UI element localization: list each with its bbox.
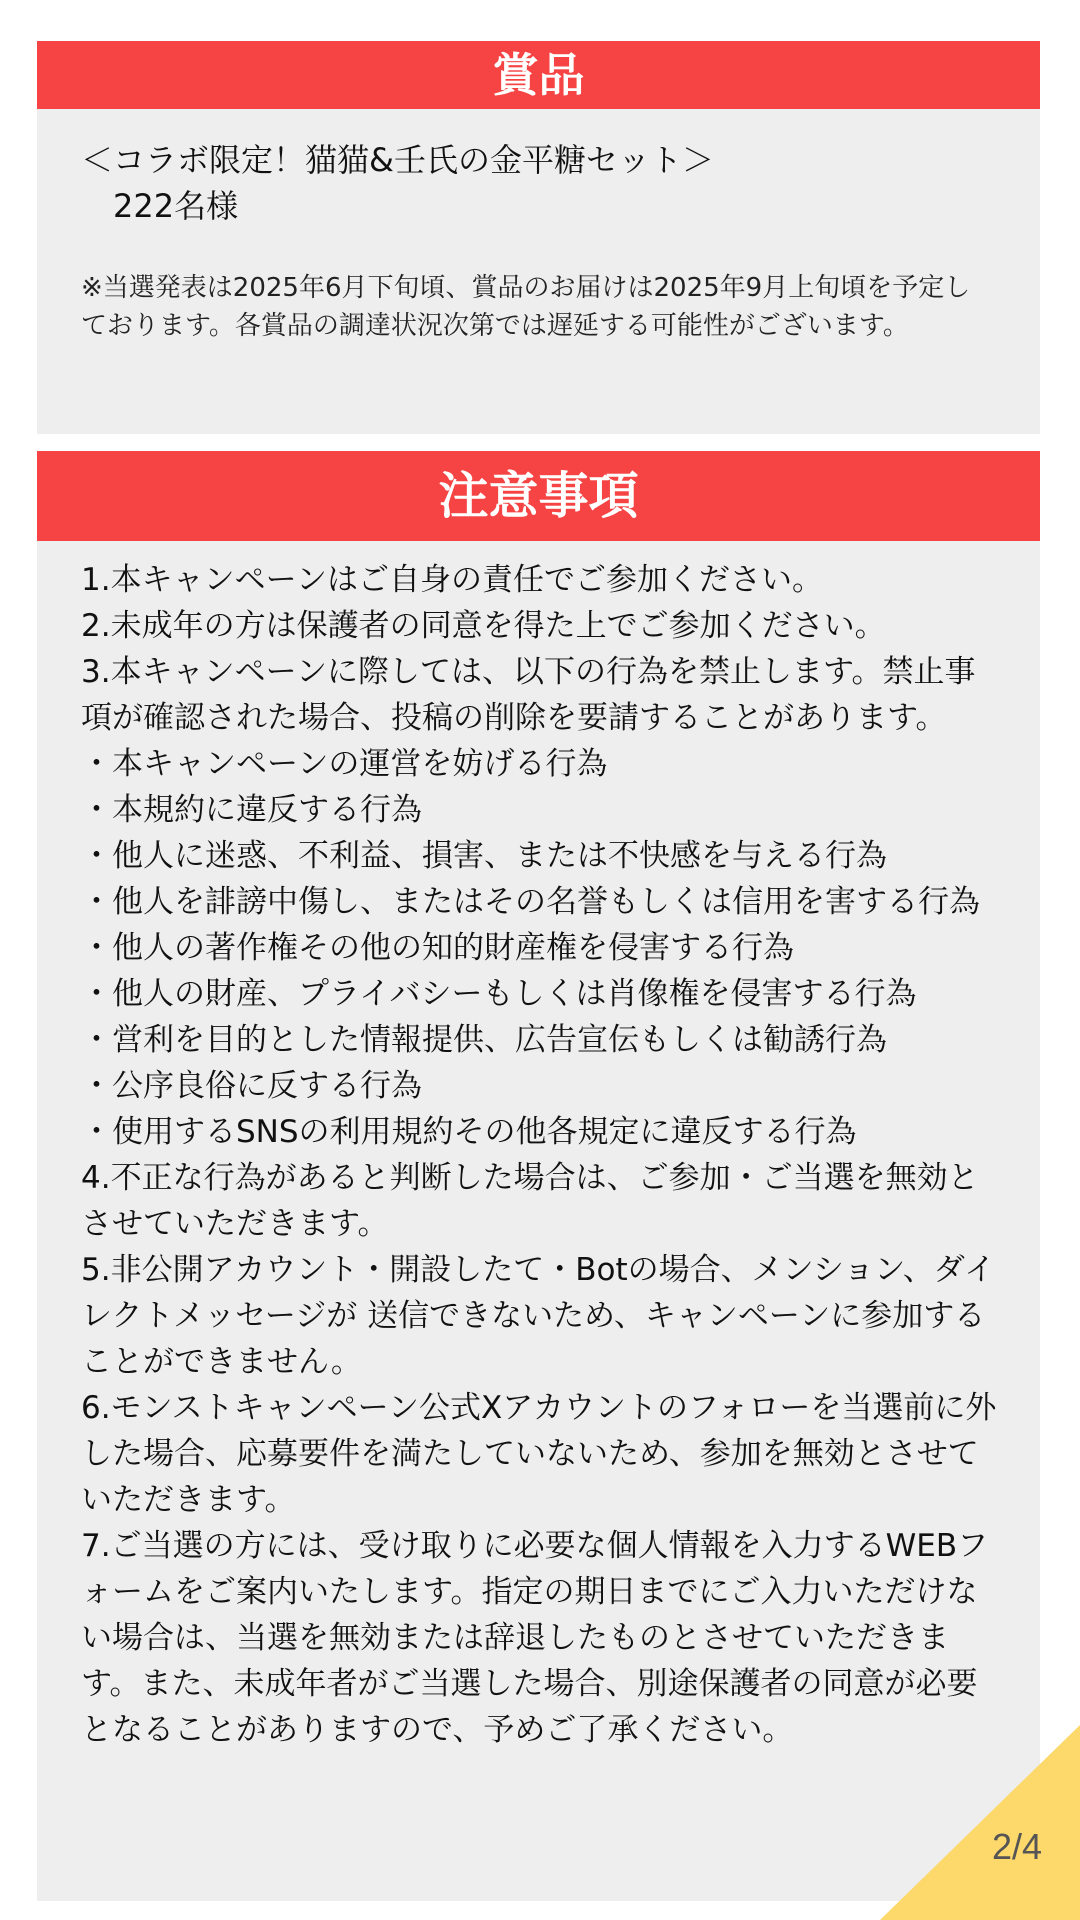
notice-item: 1.本キャンペーンはご自身の責任でご参加ください。	[81, 562, 823, 598]
page-indicator: 2/4	[991, 1826, 1042, 1867]
prize-note: ※当選発表は2025年6月下旬頃、賞品のお届けは2025年9月上旬頃を予定しております。各賞品の調達状況次第では遅延する可能性がございます。	[81, 273, 971, 341]
prohibited-item: ・本規約に違反する行為	[81, 792, 422, 828]
prohibited-item: ・他人を誹謗中傷し、またはその名誉もしくは信用を害する行為	[81, 884, 980, 920]
notice-item: 4.不正な行為があると判断した場合は、ご参加・ご当選を無効とさせていただきます。	[81, 1160, 979, 1242]
prize-name: ＜コラボ限定！猫猫&壬氏の金平糖セット＞	[81, 141, 714, 179]
notice-item: 2.未成年の方は保護者の同意を得た上でご参加ください。	[81, 608, 886, 644]
notice-item: 3.本キャンペーンに際しては、以下の行為を禁止します。禁止事項が確認された場合、投稿の削除を要請することがあります。	[81, 654, 976, 736]
prohibited-item: ・他人に迷惑、不利益、損害、または不快感を与える行為	[81, 838, 887, 874]
notice-item: 6.モンストキャンペーン公式Xアカウントのフォローを当選前に外した場合、応募要件を満たしていないため、参加を無効とさせていただきます。	[81, 1390, 997, 1518]
notice-list	[81, 557, 999, 1753]
prize-section	[37, 41, 1040, 434]
prize-count: 222名様	[113, 187, 239, 225]
prohibited-item: ・営利を目的とした情報提供、広告宣伝もしくは勧誘行為	[81, 1022, 887, 1058]
prohibited-item: ・他人の著作権その他の知的財産権を侵害する行為	[81, 930, 794, 966]
prize-heading: 賞品	[37, 41, 1040, 109]
prohibited-item: ・他人の財産、プライバシーもしくは肖像権を侵害する行為	[81, 976, 917, 1012]
corner-triangle-decoration	[880, 1725, 1080, 1920]
notice-heading: 注意事項	[37, 451, 1040, 541]
prohibited-item: ・公序良俗に反する行為	[81, 1068, 422, 1104]
prohibited-item: ・使用するSNSの利用規約その他各規定に違反する行為	[81, 1114, 857, 1150]
prohibited-item: ・本キャンペーンの運営を妨げる行為	[81, 746, 608, 782]
notice-item: 7.ご当選の方には、受け取りに必要な個人情報を入力するWEBフォームをご案内いたします。指定の期日までにご入力いただけない場合は、当選を無効または辞退したものとさせていただきます。また、未成年者がご当選した場合、別途保護者の同意が必要となることがありますので、予めご了承ください。	[81, 1528, 989, 1748]
notice-section	[37, 451, 1040, 1901]
notice-item: 5.非公開アカウント・開設したて・Botの場合、メンション、ダイレクトメッセージが 送信できないため、キャンペーンに参加することができません。	[81, 1252, 996, 1380]
